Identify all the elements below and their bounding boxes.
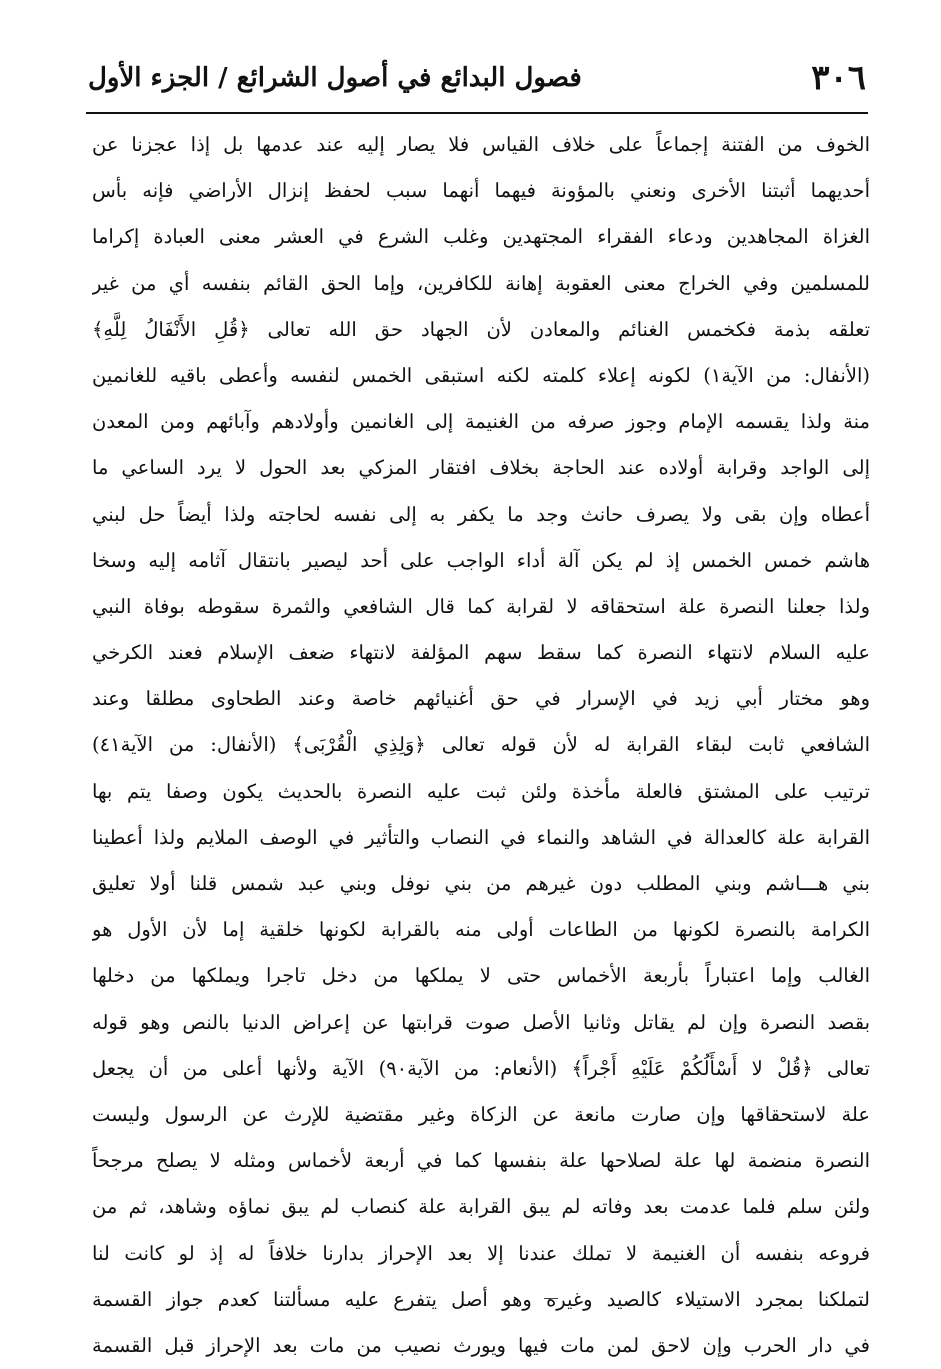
body-text <box>92 122 870 1369</box>
text-line: فروعه بنفسه أن الغنيمة لا تملك عندنا إلا بعد الإحراز بدارنا خلافاً له إذ لو كانت لنا <box>92 1241 870 1265</box>
text-line: الغزاة المجاهدين ودعاء الفقراء المجتهدين وغلب الشرع في العشر معنى العبادة إكراما <box>92 225 870 249</box>
footer-mark <box>544 1298 558 1299</box>
text-line: الخوف من الفتنة إجماعاً على خلاف القياس فلا يصار إليه عند عدمها بل إذا عجزنا عن <box>92 133 870 156</box>
text-line: إلى الواجد وقرابة أولاده عند الحاجة بخلاف افتقار المزكي بعد الحول لا يرد الساعي ما <box>92 456 870 480</box>
text-line: تعلقه بذمة فكخمس الغنائم والمعادن لأن الجهاد حق الله تعالى ﴿قُلِ الأَنْفَالُ لِلَّهِ﴾ <box>92 317 870 341</box>
text-line: (الأنفال: من الآية١) لكونه إعلاء كلمته لكنه استبقى الخمس لنفسه وأعطى باقيه للغانمين <box>92 363 870 387</box>
text-line: هاشم خمس الخمس إذ لم يكن آلة أداء الواجب على أحد ليصير بانتقال آثامه إليه وسخا <box>92 548 870 572</box>
text-line: تعالى ﴿قُلْ لا أَسْأَلُكُمْ عَلَيْهِ أَجْراً﴾ (الأنعام: من الآية٩٠) الآية ولأنها أعلى من أن يجعل <box>92 1056 870 1080</box>
text-line: الكرامة بالنصرة لكونها من الطاعات أولى منه بالقرابة لكونها خلقية إما لأن الأول هو <box>92 918 870 942</box>
page-number: ٣٠٦ <box>811 58 866 98</box>
text-line: بقصد النصرة وإن لم يقاتل وثانيا الأصل صوت قرابتها عن إعراض الدنيا بالنص وهو قوله <box>92 1010 870 1034</box>
text-line: ترتيب على المشتق فالعلة مأخذة ولئن ثبت عليه النصرة بالحديث يكون وصفا يتم بها <box>92 779 870 803</box>
text-line: لتملكنا بمجرد الاستيلاء كالصيد وغيره وهو أصل يتفرع عليه مسألتنا كعدم جواز القسمة <box>92 1287 870 1311</box>
text-line: أحديهما أثبتنا الأخرى ونعني بالمؤونة فيهما أنهما سبب لحفظ إنزال الأراضي فإنه بأس <box>92 179 870 203</box>
page-header <box>88 52 866 104</box>
text-line: القرابة علة كالعدالة في الشاهد والنماء في النصاب والتأثير في الوصف الملايم ولذا أعطينا <box>92 825 870 849</box>
text-line: وهو مختار أبي زيد في الإسرار في حق أغنيائهم خاصة وعند الطحاوى مطلقا وعند <box>92 687 870 711</box>
text-line: الغالب وإما اعتباراً بأربعة الأخماس حتى لا يملكها من دخل تاجرا ويملكها من دخلها <box>92 964 870 988</box>
text-line: النصرة منضمة لها علة لصلاحها علة بنفسها كما في أربعة لأخماس ومثله لا يصلح مرجحاً <box>92 1149 870 1173</box>
text-line: علة لاستحقاقها وإن صارت مانعة عن الزكاة وغير مقتضية للإرث عن الرسول وليست <box>92 1102 870 1126</box>
header-rule <box>86 112 868 114</box>
text-line: بني هـــاشم وبني المطلب دون غيرهم من بني نوفل وبني عبد شمس قلنا أولا تعليق <box>92 872 870 895</box>
text-line: ولئن سلم فلما عدمت بعد وفاته لم يبق القرابة علة كنصاب لم يبق نماؤه وشاهد، ثم من <box>92 1195 870 1219</box>
text-line: الشافعي ثابت لبقاء القرابة له لأن قوله تعالى ﴿وَلِذِي الْقُرْبَى﴾ (الأنفال: من الآية٤١) <box>92 733 870 757</box>
text-line: أعطاه وإن بقى ولا يصرف حانث وجد ما يكفر به إلى نفسه لحاجته ولذا أيضاً حل لبني <box>92 502 870 526</box>
text-line: عليه السلام لانتهاء النصرة كما سقط سهم المؤلفة لانتهاء ضعف الإسلام فعند الكرخي <box>92 641 870 665</box>
text-line: في دار الحرب وإن لاحق لمن مات فيها ويورث نصيب من مات بعد الإحراز قبل القسمة <box>92 1333 870 1357</box>
text-line: منة ولذا يقسمه الإمام وجوز صرفه من الغنيمة إلى الغانمين وأولادهم وآبائهم ومن المعدن <box>92 410 870 434</box>
running-title: فصول البدائع في أصول الشرائع / الجزء الأول <box>88 63 582 93</box>
text-line: ولذا جعلنا النصرة علة استحقاقه لا لقرابة كما قال الشافعي والثمرة سقوطه بوفاة النبي <box>92 594 870 618</box>
text-line: للمسلمين وفي الخراج معنى العقوبة إهانة للكافرين، وإما الحق القائم بنفسه أي من غير <box>92 271 870 295</box>
